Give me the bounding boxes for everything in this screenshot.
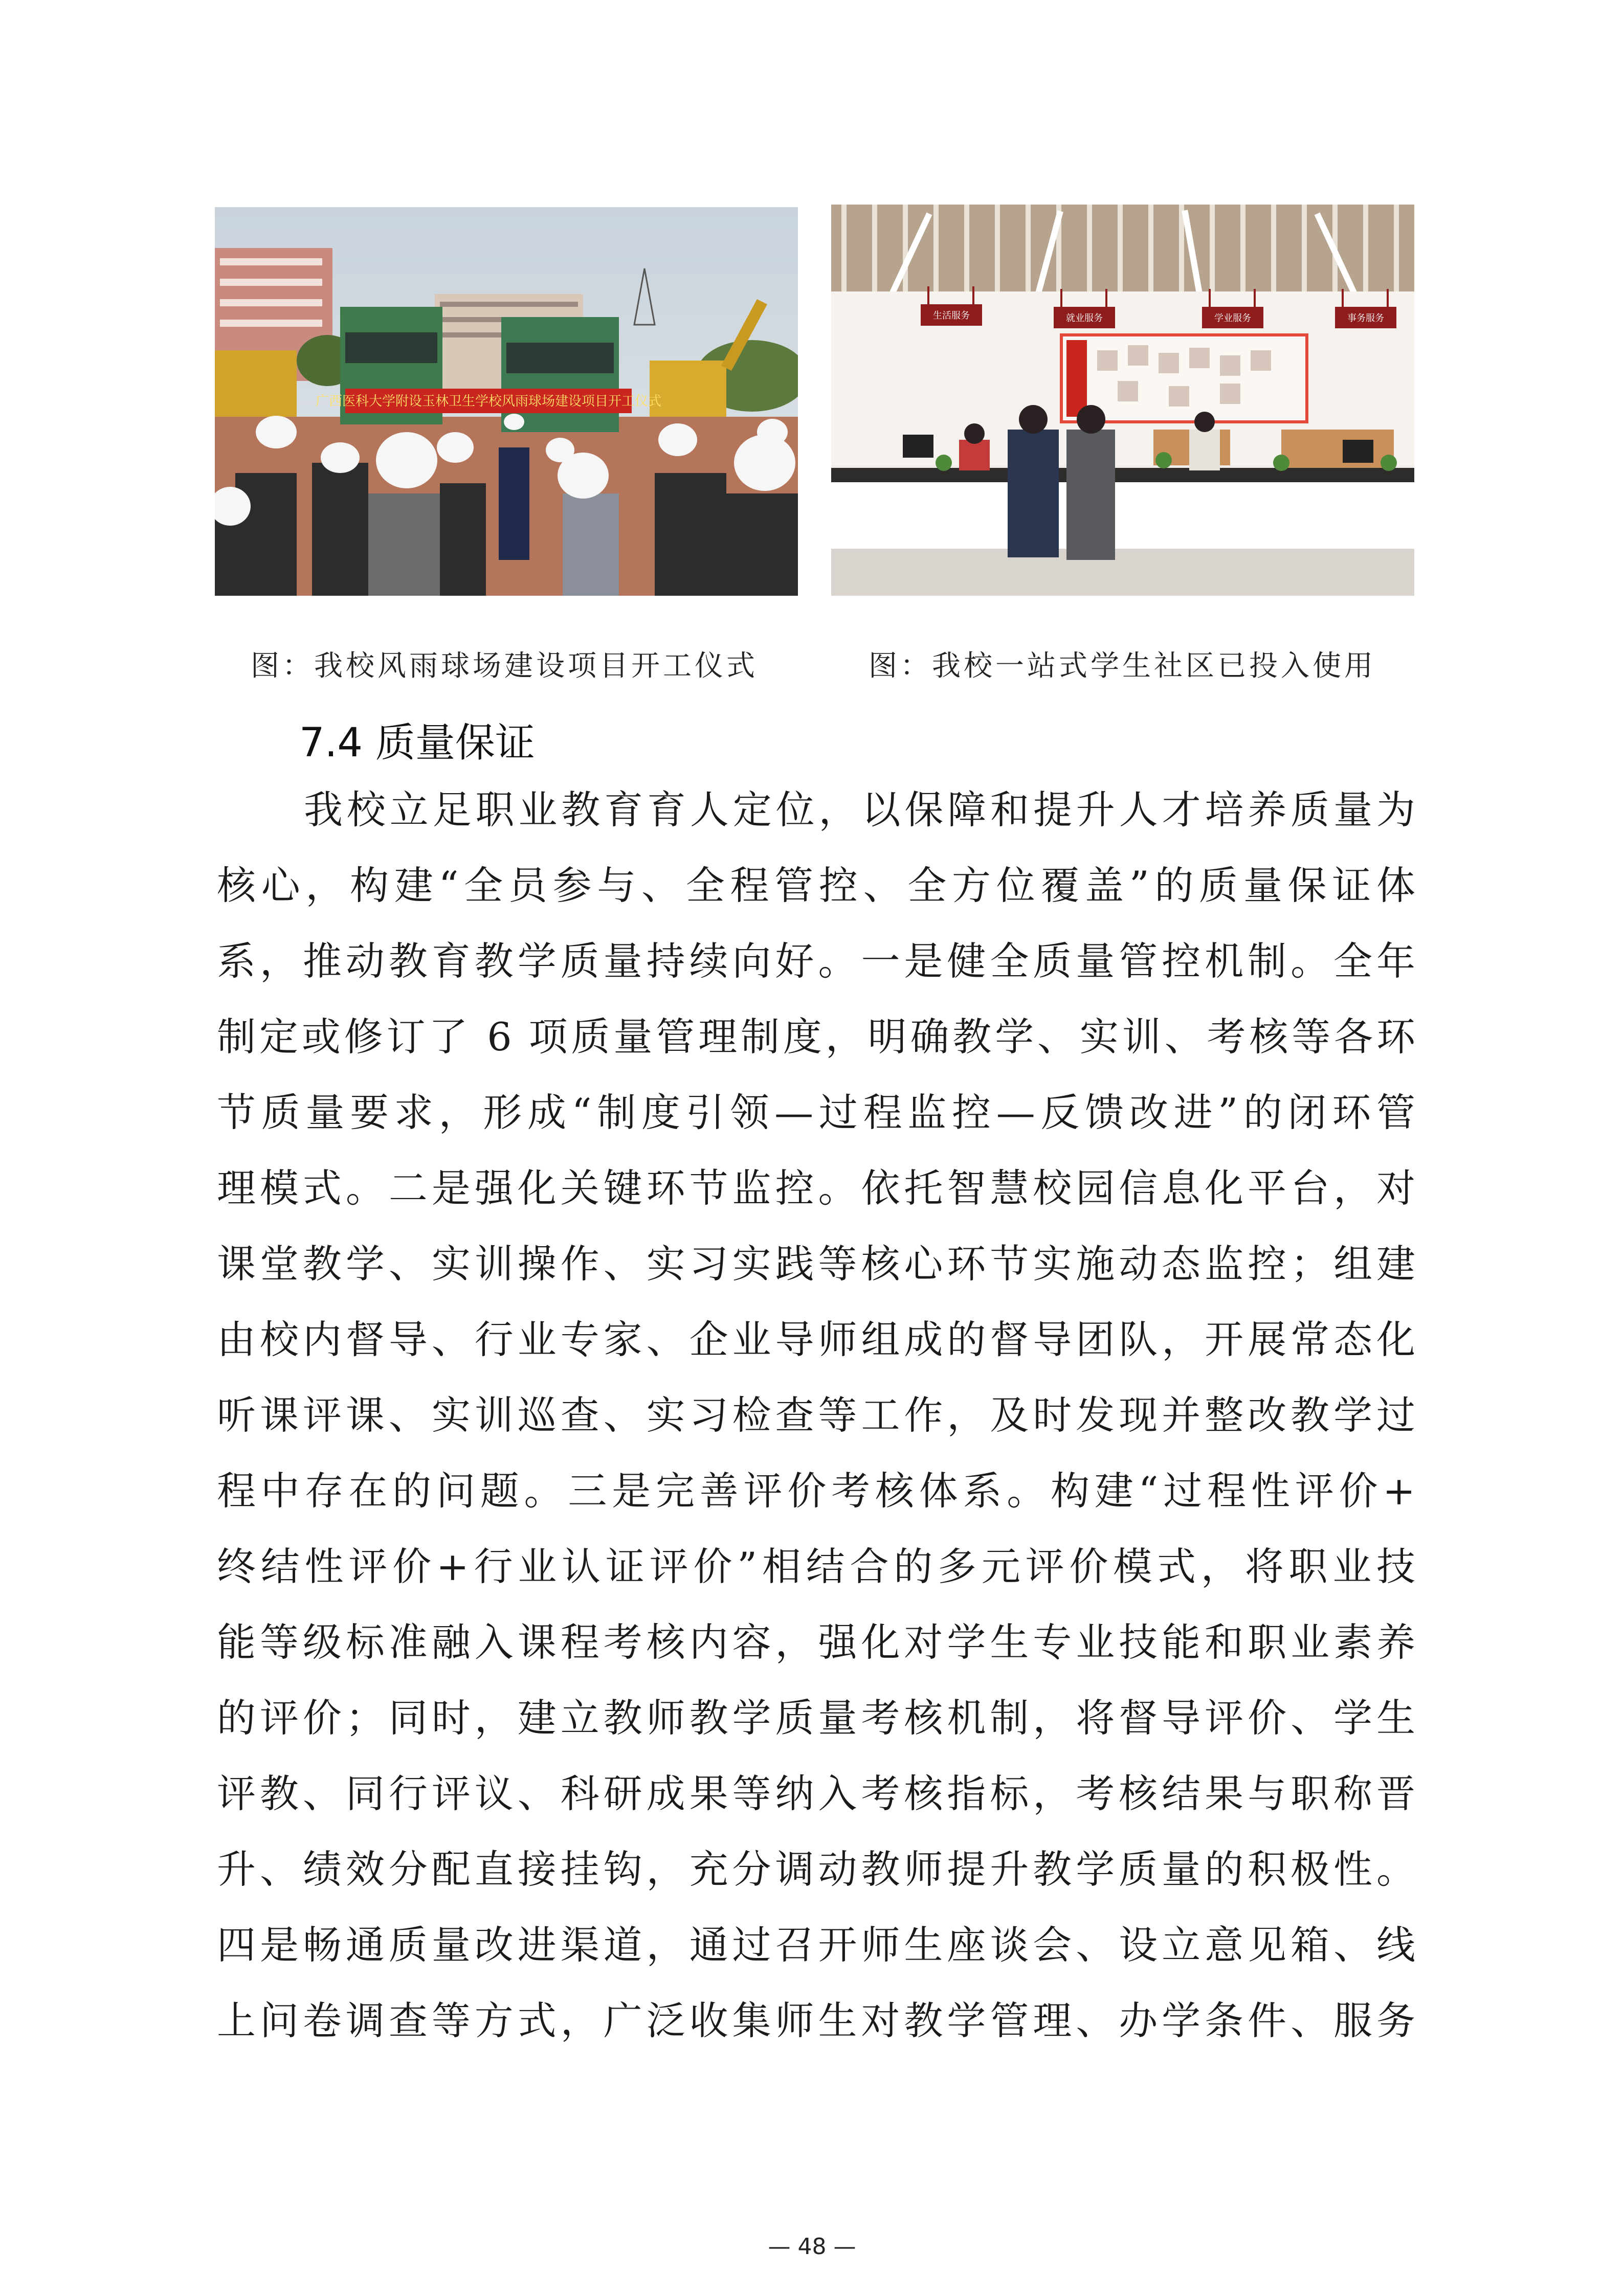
- paragraph-line: 课堂教学、实训操作、实习实践等核心环节实施动态监控；组建: [217, 1241, 1416, 1287]
- section-heading: 7.4 质量保证: [299, 720, 535, 766]
- sign-living-services: 生活服务: [933, 310, 970, 321]
- student-community-photo: [831, 205, 1414, 596]
- paragraph-line: 由校内督导、行业专家、企业导师组成的督导团队，开展常态化: [217, 1317, 1416, 1362]
- paragraph-line: 理模式。二是强化关键环节监控。依托智慧校园信息化平台，对: [217, 1165, 1416, 1211]
- paragraph-line: 制定或修订了 6 项质量管理制度，明确教学、实训、考核等各环: [217, 1014, 1416, 1060]
- paragraph-line: 的评价；同时，建立教师教学质量考核机制，将督导评价、学生: [217, 1695, 1416, 1741]
- paragraph-line: 评教、同行评议、科研成果等纳入考核指标，考核结果与职称晋: [217, 1771, 1416, 1816]
- paragraph-line: 节质量要求，形成“制度引领—过程监控—反馈改进”的闭环管: [217, 1090, 1416, 1135]
- image-caption-right: 图：我校一站式学生社区已投入使用: [869, 649, 1376, 683]
- banner-text: 广西医科大学附设玉林卫生学校风雨球场建设项目开工仪式: [315, 394, 662, 409]
- paragraph-line: 程中存在的问题。三是完善评价考核体系。构建“过程性评价+: [217, 1468, 1416, 1514]
- paragraph-line: 核心，构建“全员参与、全程管控、全方位覆盖”的质量保证体: [217, 863, 1416, 908]
- paragraph-line: 上问卷调查等方式，广泛收集师生对教学管理、办学条件、服务: [217, 1998, 1416, 2043]
- groundbreaking-ceremony-photo: [215, 207, 798, 596]
- body-paragraph: [217, 772, 1416, 2059]
- sign-academic-services: 学业服务: [1214, 313, 1251, 324]
- page-number: — 48 —: [768, 2234, 856, 2260]
- paragraph-line: 终结性评价+行业认证评价”相结合的多元评价模式，将职业技: [217, 1544, 1416, 1589]
- paragraph-line: 听课评课、实训巡查、实习检查等工作，及时发现并整改教学过: [217, 1392, 1416, 1438]
- paragraph-line: 四是畅通质量改进渠道，通过召开师生座谈会、设立意见箱、线: [217, 1922, 1416, 1968]
- paragraph-line: 能等级标准融入课程考核内容，强化对学生专业技能和职业素养: [217, 1619, 1416, 1665]
- image-caption-left: 图：我校风雨球场建设项目开工仪式: [251, 649, 758, 683]
- sign-employment-services: 就业服务: [1066, 313, 1103, 324]
- paragraph-line: 系，推动教育教学质量持续向好。一是健全质量管控机制。全年: [217, 938, 1416, 984]
- sign-affairs-services: 事务服务: [1347, 313, 1384, 324]
- paragraph-line: 升、绩效分配直接挂钩，充分调动教师提升教学质量的积极性。: [217, 1847, 1416, 1892]
- paragraph-line: 我校立足职业教育育人定位，以保障和提升人才培养质量为: [304, 787, 1416, 832]
